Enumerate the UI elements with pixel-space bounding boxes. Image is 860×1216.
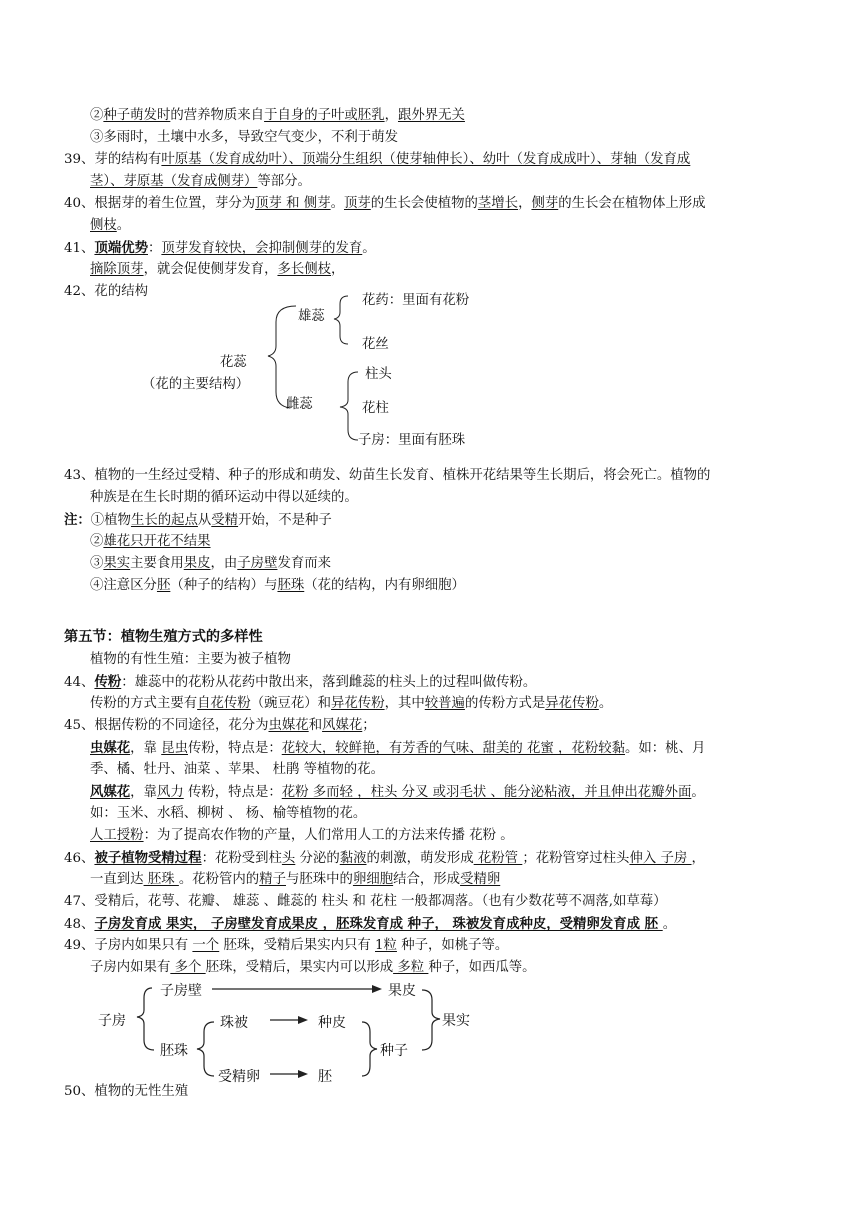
insect-pollinated-line: 虫媒花，靠 昆虫传粉，特点是：花较大，较鲜艳，有芳香的气味、甜美的 花蜜 ，花粉较黏。如：桃、月 <box>90 740 706 756</box>
pericarp-node: 果皮 <box>388 983 416 999</box>
item-43-cont: 种族是在生长时期的循环运动中得以延续的。 <box>90 490 358 505</box>
item-44: 44、传粉：雄蕊中的花粉从花药中散出来，落到雌蕊的柱头上的过程叫做传粉。 <box>64 674 537 690</box>
fruit-node: 果实 <box>442 1013 470 1029</box>
note-1: 注：①植物生长的起点从受精开始，不是种子 <box>64 512 332 528</box>
item-47: 47、受精后，花萼、花瓣、 雄蕊 、雌蕊的 柱头 和 花柱 一般都凋落。（也有少数花萼不凋落,如草莓） <box>64 894 667 909</box>
main-structure-note: （花的主要结构） <box>142 377 250 392</box>
item-41: 41、顶端优势：顶芽发育较快，会抑制侧芽的发育。 <box>64 240 376 256</box>
ovule-node: 胚珠 <box>160 1043 188 1059</box>
anther-label: 花药：里面有花粉 <box>362 293 470 308</box>
note-3: ③果实主要食用果皮，由子房壁发育而来 <box>90 556 332 571</box>
text-line-seed-nutrition: ②种子萌发时的营养物质来自于自身的子叶或胚乳，跟外界无关 <box>90 108 465 123</box>
ovary-label: 子房：里面有胚珠 <box>358 433 466 448</box>
ovary-wall-node: 子房壁 <box>160 983 202 999</box>
zygote-node: 受精卵 <box>218 1069 260 1085</box>
item-40: 40、根据芽的着生位置，芽分为顶芽 和 侧芽。顶芽的生长会使植物的茎增长，侧芽的生长会在植物体上形成 <box>64 196 706 211</box>
item-50: 50、植物的无性生殖 <box>64 1084 189 1099</box>
pistil-label: 雌蕊 <box>286 397 313 412</box>
item-46-cont: 一直到达 胚珠 。花粉管内的精子与胚珠中的卵细胞结合，形成受精卵 <box>90 872 501 887</box>
seed-node: 种子 <box>380 1043 408 1059</box>
item-41-cont: 摘除顶芽，就会促使侧芽发育，多长侧枝， <box>90 262 345 277</box>
item-48: 48、子房发育成 果实， 子房壁发育成果皮 ，胚珠发育成 种子， 珠被发育成种皮，受精卵发育成 胚 。 <box>64 916 677 932</box>
style-label: 花柱 <box>362 401 389 416</box>
item-43: 43、植物的一生经过受精、种子的形成和萌发、幼苗生长发育、植株开花结果等生长期后，将会死亡。植物的 <box>64 468 711 483</box>
stigma-label: 柱头 <box>365 367 392 382</box>
item-39: 39、芽的结构有叶原基（发育成幼叶）、顶端分生组织（使芽轴伸长）、幼叶（发育成成叶）、芽轴（发育成 <box>64 152 691 167</box>
ovary-node: 子房 <box>98 1013 126 1029</box>
note-2: ②雄花只开花不结果 <box>90 534 211 549</box>
wind-pollinated-examples: 如：玉米、水稻、柳树 、 杨、榆等植物的花。 <box>90 806 367 821</box>
section-heading: 第五节：植物生殖方式的多样性 <box>64 629 263 645</box>
wind-pollinated-line: 风媒花，靠风力 传粉，特点是：花粉 多而轻 ，柱头 分叉 或羽毛状 、能分泌粘液，并且伸出花瓣外面。 <box>90 784 705 800</box>
seed-coat-node: 种皮 <box>318 1015 346 1031</box>
item-46: 46、被子植物受精过程：花粉受到柱头 分泌的黏液的刺激，萌发形成 花粉管 ；花粉管穿过柱头伸入 子房 ， <box>64 850 705 866</box>
item-40-cont: 侧枝。 <box>90 218 131 233</box>
pistil-stamen-root-label: 花蕊 <box>220 355 247 370</box>
text-line-rain: ③多雨时，土壤中水多，导致空气变少，不利于萌发 <box>90 130 398 145</box>
artificial-pollination: 人工授粉：为了提高农作物的产量，人们常用人工的方法来传播 花粉 。 <box>90 828 514 843</box>
embryo-node: 胚 <box>318 1069 332 1085</box>
item-45: 45、根据传粉的不同途径，花分为虫媒花和风媒花； <box>64 718 376 733</box>
sexual-reproduction-line: 植物的有性生殖：主要为被子植物 <box>90 652 291 667</box>
filament-label: 花丝 <box>362 337 389 352</box>
item-42: 42、花的结构 <box>64 284 148 299</box>
item-39-cont: 茎）、芽原基（发育成侧芽）等部分。 <box>90 174 311 189</box>
item-49: 49、子房内如果只有 一个 胚珠，受精后果实内只有 1粒 种子，如桃子等。 <box>64 938 509 953</box>
insect-pollinated-examples: 季、橘、牡丹、油菜 、苹果、 杜鹃 等植物的花。 <box>90 762 384 777</box>
integument-node: 珠被 <box>220 1015 248 1031</box>
item-44-cont: 传粉的方式主要有自花传粉（豌豆花）和异花传粉，其中较普遍的传粉方式是异花传粉。 <box>90 696 613 711</box>
item-49-cont: 子房内如果有 多个 胚珠，受精后，果实内可以形成 多粒 种子，如西瓜等。 <box>90 960 536 975</box>
stamen-label: 雄蕊 <box>298 309 325 324</box>
note-4: ④注意区分胚（种子的结构）与胚珠（花的结构，内有卵细胞） <box>90 578 465 593</box>
